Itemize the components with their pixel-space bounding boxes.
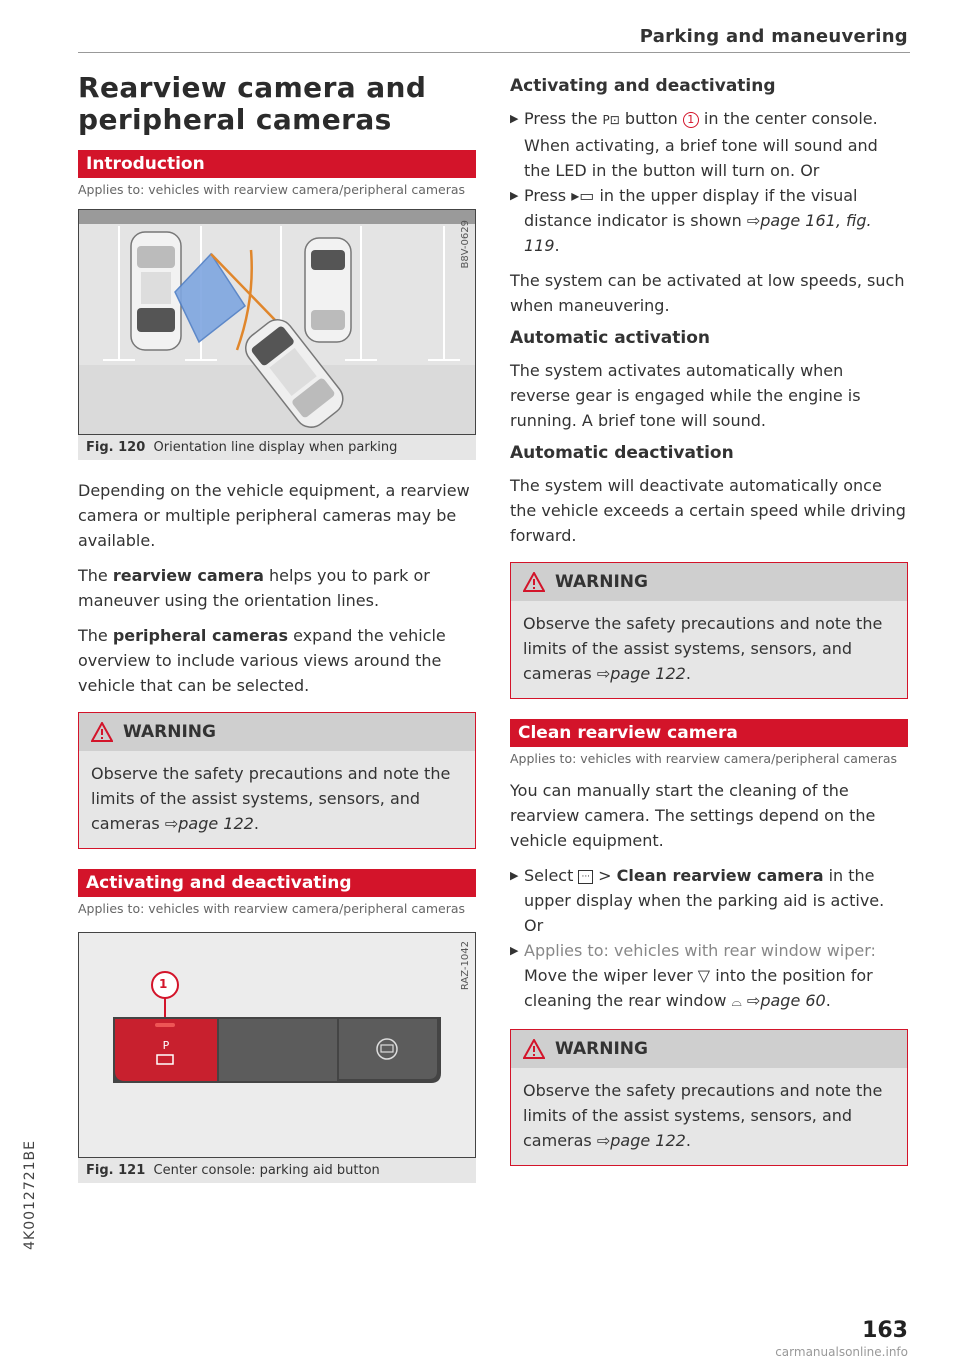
figure-caption-text: Center console: parking aid button [153, 1163, 380, 1178]
warning-header [79, 713, 475, 751]
applies-note: Applies to: vehicles with rearview camera/peripheral cameras [78, 901, 466, 916]
paragraph-auto-deactivation: The system will deactivate automatically once the vehicle exceeds a certain speed while driving forward. [510, 476, 906, 545]
page-link[interactable]: page 60 [760, 991, 826, 1010]
parked-car-right [305, 238, 351, 342]
figure-120 [78, 209, 476, 435]
heading-auto-activation: Automatic activation [510, 328, 710, 348]
page-title [78, 72, 476, 136]
heading-auto-deactivation: Automatic deactivation [510, 443, 734, 463]
console-illustration [79, 933, 476, 1158]
figure-code: RAZ-1042 [460, 941, 471, 991]
title-line-2: peripheral cameras [78, 103, 392, 136]
warning-box [78, 712, 476, 849]
warning-title: WARNING [555, 1039, 648, 1059]
page-link[interactable]: page 122 [610, 1131, 686, 1150]
running-head: Parking and maneuvering [639, 26, 908, 47]
applies-note: Applies to: vehicles with rearview camera/peripheral cameras [78, 182, 466, 197]
left-column [78, 72, 476, 1201]
document-code: 4K0012721BE [22, 1140, 38, 1250]
applies-note: Applies to: vehicles with rearview camera/peripheral cameras [510, 751, 898, 766]
figure-caption [78, 435, 476, 460]
figure-caption [78, 1158, 476, 1183]
paragraph-auto-activation: The system activates automatically when reverse gear is engaged while the engine is running. A brief tone will sound. [510, 361, 861, 430]
header-rule [78, 52, 910, 53]
activation-steps [510, 106, 908, 258]
paragraph-peripheral: The peripheral cameras expand the vehicle overview to include various views around the vehicle that can be selected. [78, 626, 446, 695]
warning-triangle-icon [523, 1039, 545, 1059]
page-link[interactable]: page 161, fig. 119 [524, 211, 872, 255]
parking-aid-icon: P⊡ [602, 113, 620, 127]
warning-text: Observe the safety precautions and note the limits of the assist systems, sensors, and cameras ⇨page 122. [511, 1068, 907, 1165]
warning-box [510, 562, 908, 699]
warning-triangle-icon [523, 572, 545, 592]
rear-wiper-icon: ⌓ [731, 995, 742, 1010]
step-wiper-lever: ▶ Applies to: vehicles with rear window wiper: Move the wiper lever ▽ into the position for cleaning the rear window ⌓ ⇨page 60. [510, 941, 876, 1010]
right-column [510, 72, 908, 1186]
page-link[interactable]: page 122 [610, 664, 686, 683]
figure-number: Fig. 120 [86, 440, 146, 455]
figure-number: Fig. 121 [86, 1163, 146, 1178]
figure-code: B8V-0629 [460, 220, 471, 269]
figure-callout: 1 [159, 977, 168, 991]
section-bar-clean-camera: Clean rearview camera [510, 719, 908, 747]
section-bar-activating: Activating and deactivating [78, 869, 476, 897]
svg-text:P: P [162, 1039, 170, 1052]
parking-illustration [79, 210, 476, 435]
paragraph-low-speed: The system can be activated at low speeds, such when maneuvering. [510, 271, 905, 315]
paragraph-rearview: The rearview camera helps you to park or maneuver using the orientation lines. [78, 566, 430, 610]
warning-header [511, 563, 907, 601]
warning-text: Observe the safety precautions and note the limits of the assist systems, sensors, and cameras ⇨page 122. [511, 601, 907, 698]
cleaning-steps [510, 863, 908, 1015]
paragraph-clean: You can manually start the cleaning of the rearview camera. The settings depend on the vehicle equipment. [510, 781, 876, 850]
heading-activating: Activating and deactivating [510, 76, 776, 96]
page-link[interactable]: page 122 [178, 814, 254, 833]
figure-caption-text: Orientation line display when parking [153, 440, 398, 455]
warning-box [510, 1029, 908, 1166]
title-line-1: Rearview camera and [78, 71, 427, 104]
warning-header [511, 1030, 907, 1068]
parked-car-left [131, 232, 181, 350]
section-bar-introduction: Introduction [78, 150, 476, 178]
step-press-display: ▶ Press ▸▭ in the upper display if the visual distance indicator is shown ⇨page 161, fig. 119. [510, 186, 872, 255]
warning-title: WARNING [123, 722, 216, 742]
warning-text: Observe the safety precautions and note the limits of the assist systems, sensors, and cameras ⇨page 122. [79, 751, 475, 848]
page-number: 163 [862, 1318, 908, 1343]
menu-icon: ··· [578, 870, 593, 884]
figure-121 [78, 932, 476, 1158]
callout-marker: 1 [683, 112, 699, 128]
warning-title: WARNING [555, 572, 648, 592]
watermark: carmanualsonline.info [775, 1345, 908, 1359]
wiper-lever-icon: ▽ [697, 966, 711, 985]
warning-triangle-icon [91, 722, 113, 742]
camera-view-icon: ▸▭ [571, 186, 595, 205]
step-press-button: ▶ Press the P⊡ button 1 in the center console. When activating, a brief tone will sound and the LED in the button will turn on. Or [510, 109, 878, 180]
step-select-menu: ▶ Select ··· > Clean rearview camera in the upper display when the parking aid is active. Or [510, 866, 885, 935]
paragraph-equipment: Depending on the vehicle equipment, a rearview camera or multiple peripheral cameras may be available. [78, 481, 470, 550]
